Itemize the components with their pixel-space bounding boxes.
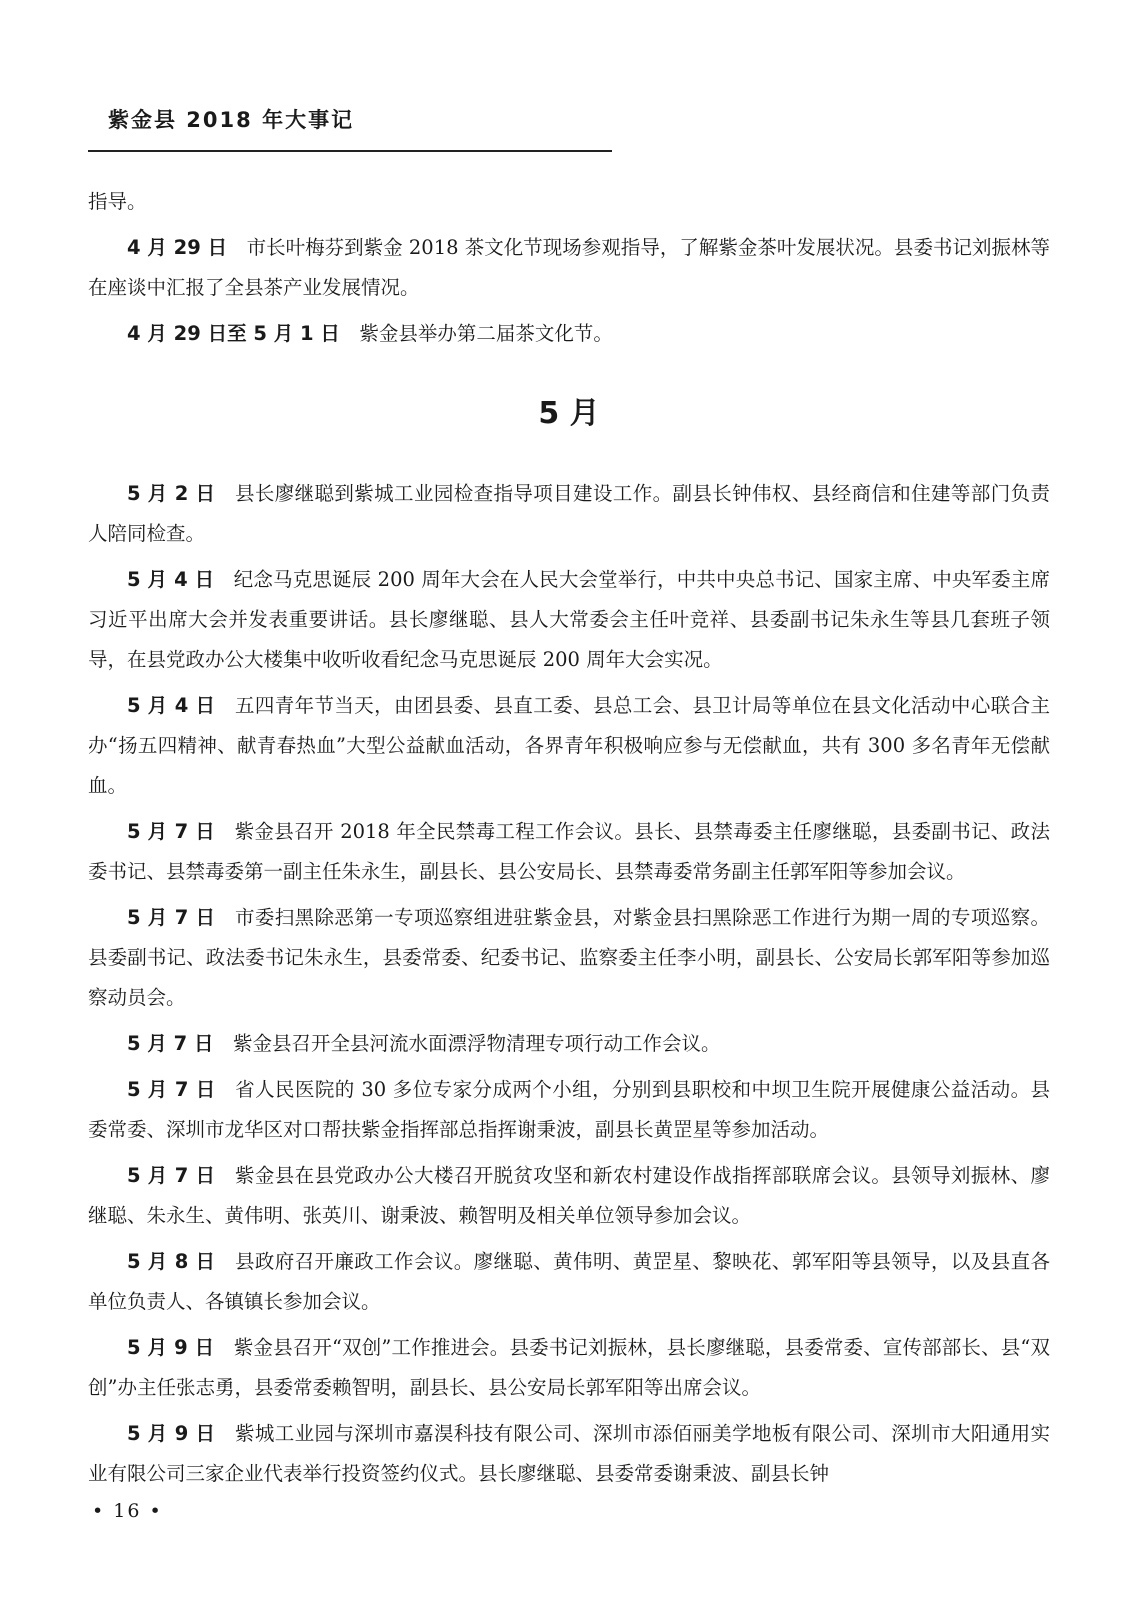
entry-paragraph: [88, 560, 1050, 680]
month-heading: 5 月: [538, 396, 600, 431]
entry-paragraph: [88, 686, 1050, 806]
entry-paragraph: [88, 1024, 1050, 1064]
entry-text: 市长叶梅芬到紫金 2018 茶文化节现场参观指导，了解紫金茶叶发展状况。县委书记刘振林等在座谈中汇报了全县茶产业发展情况。: [88, 236, 1050, 299]
continued-paragraph: [88, 182, 1050, 222]
entry-date: 5 月 4 日: [127, 694, 216, 717]
entry-date: 5 月 7 日: [127, 906, 216, 929]
entry-paragraph: [88, 1242, 1050, 1322]
entry-text: 县长廖继聪到紫城工业园检查指导项目建设工作。副县长钟伟权、县经商信和住建等部门负责人陪同检查。: [88, 482, 1050, 545]
entry-text: 紫城工业园与深圳市嘉淏科技有限公司、深圳市添佰丽美学地板有限公司、深圳市大阳通用实业有限公司三家企业代表举行投资签约仪式。县长廖继聪、县委常委谢秉波、副县长钟: [88, 1422, 1050, 1485]
entry-text: 县政府召开廉政工作会议。廖继聪、黄伟明、黄罡星、黎映花、郭军阳等县领导，以及县直各单位负责人、各镇镇长参加会议。: [88, 1250, 1050, 1313]
entry-date: 5 月 7 日: [127, 1078, 216, 1101]
entry-paragraph: [88, 1156, 1050, 1236]
running-title: 紫金县 2018 年大事记: [108, 108, 355, 132]
paragraph-text: 指导。: [88, 190, 147, 213]
entry-paragraph: [88, 1070, 1050, 1150]
entry-paragraph: [88, 898, 1050, 1018]
entry-date: 5 月 7 日: [127, 1164, 216, 1187]
entry-text: 市委扫黑除恶第一专项巡察组进驻紫金县，对紫金县扫黑除恶工作进行为期一周的专项巡察。县委副书记、政法委书记朱永生，县委常委、纪委书记、监察委主任李小明，副县长、公安局长郭军阳等参加巡察动员会。: [88, 906, 1050, 1009]
entry-paragraph: [88, 314, 1050, 354]
entry-date: 5 月 7 日: [127, 1032, 214, 1055]
entry-paragraph: [88, 812, 1050, 892]
entry-text: 紫金县召开全县河流水面漂浮物清理专项行动工作会议。: [233, 1032, 721, 1055]
entry-paragraph: [88, 1328, 1050, 1408]
entry-text: 紫金县举办第二届茶文化节。: [359, 322, 613, 345]
entry-date: 5 月 9 日: [127, 1336, 215, 1359]
entry-text: 五四青年节当天，由团县委、县直工委、县总工会、县卫计局等单位在县文化活动中心联合主办“扬五四精神、献青春热血”大型公益献血活动，各界青年积极响应参与无偿献血，共有 300 多名青年无偿献血。: [88, 694, 1050, 797]
entry-date: 4 月 29 日至 5 月 1 日: [127, 322, 340, 345]
entry-text: 省人民医院的 30 多位专家分成两个小组，分别到县职校和中坝卫生院开展健康公益活动。县委常委、深圳市龙华区对口帮扶紫金指挥部总指挥谢秉波，副县长黄罡星等参加活动。: [88, 1078, 1050, 1141]
entry-date: 5 月 7 日: [127, 820, 216, 843]
entry-date: 5 月 8 日: [127, 1250, 216, 1273]
entry-paragraph: [88, 474, 1050, 554]
header-rule: [88, 150, 612, 152]
entry-date: 5 月 9 日: [127, 1422, 216, 1445]
page-number: • 16 •: [92, 1500, 163, 1522]
entry-text: 紫金县召开 2018 年全民禁毒工程工作会议。县长、县禁毒委主任廖继聪，县委副书记、政法委书记、县禁毒委第一副主任朱永生，副县长、县公安局长、县禁毒委常务副主任郭军阳等参加会议。: [88, 820, 1050, 883]
entry-paragraph: [88, 1414, 1050, 1494]
entry-text: 紫金县召开“双创”工作推进会。县委书记刘振林，县长廖继聪，县委常委、宣传部部长、县“双创”办主任张志勇，县委常委赖智明，副县长、县公安局长郭军阳等出席会议。: [88, 1336, 1050, 1399]
entry-date: 5 月 2 日: [127, 482, 216, 505]
entry-date: 5 月 4 日: [127, 568, 215, 591]
body-text: [88, 182, 1050, 1500]
entry-text: 紫金县在县党政办公大楼召开脱贫攻坚和新农村建设作战指挥部联席会议。县领导刘振林、廖继聪、朱永生、黄伟明、张英川、谢秉波、赖智明及相关单位领导参加会议。: [88, 1164, 1050, 1227]
entry-paragraph: [88, 228, 1050, 308]
entry-text: 纪念马克思诞辰 200 周年大会在人民大会堂举行，中共中央总书记、国家主席、中央军委主席习近平出席大会并发表重要讲话。县长廖继聪、县人大常委会主任叶竞祥、县委副书记朱永生等县几套班子领导，在县党政办公大楼集中收听收看纪念马克思诞辰 200 周年大会实况。: [88, 568, 1050, 671]
entry-date: 4 月 29 日: [127, 236, 228, 259]
